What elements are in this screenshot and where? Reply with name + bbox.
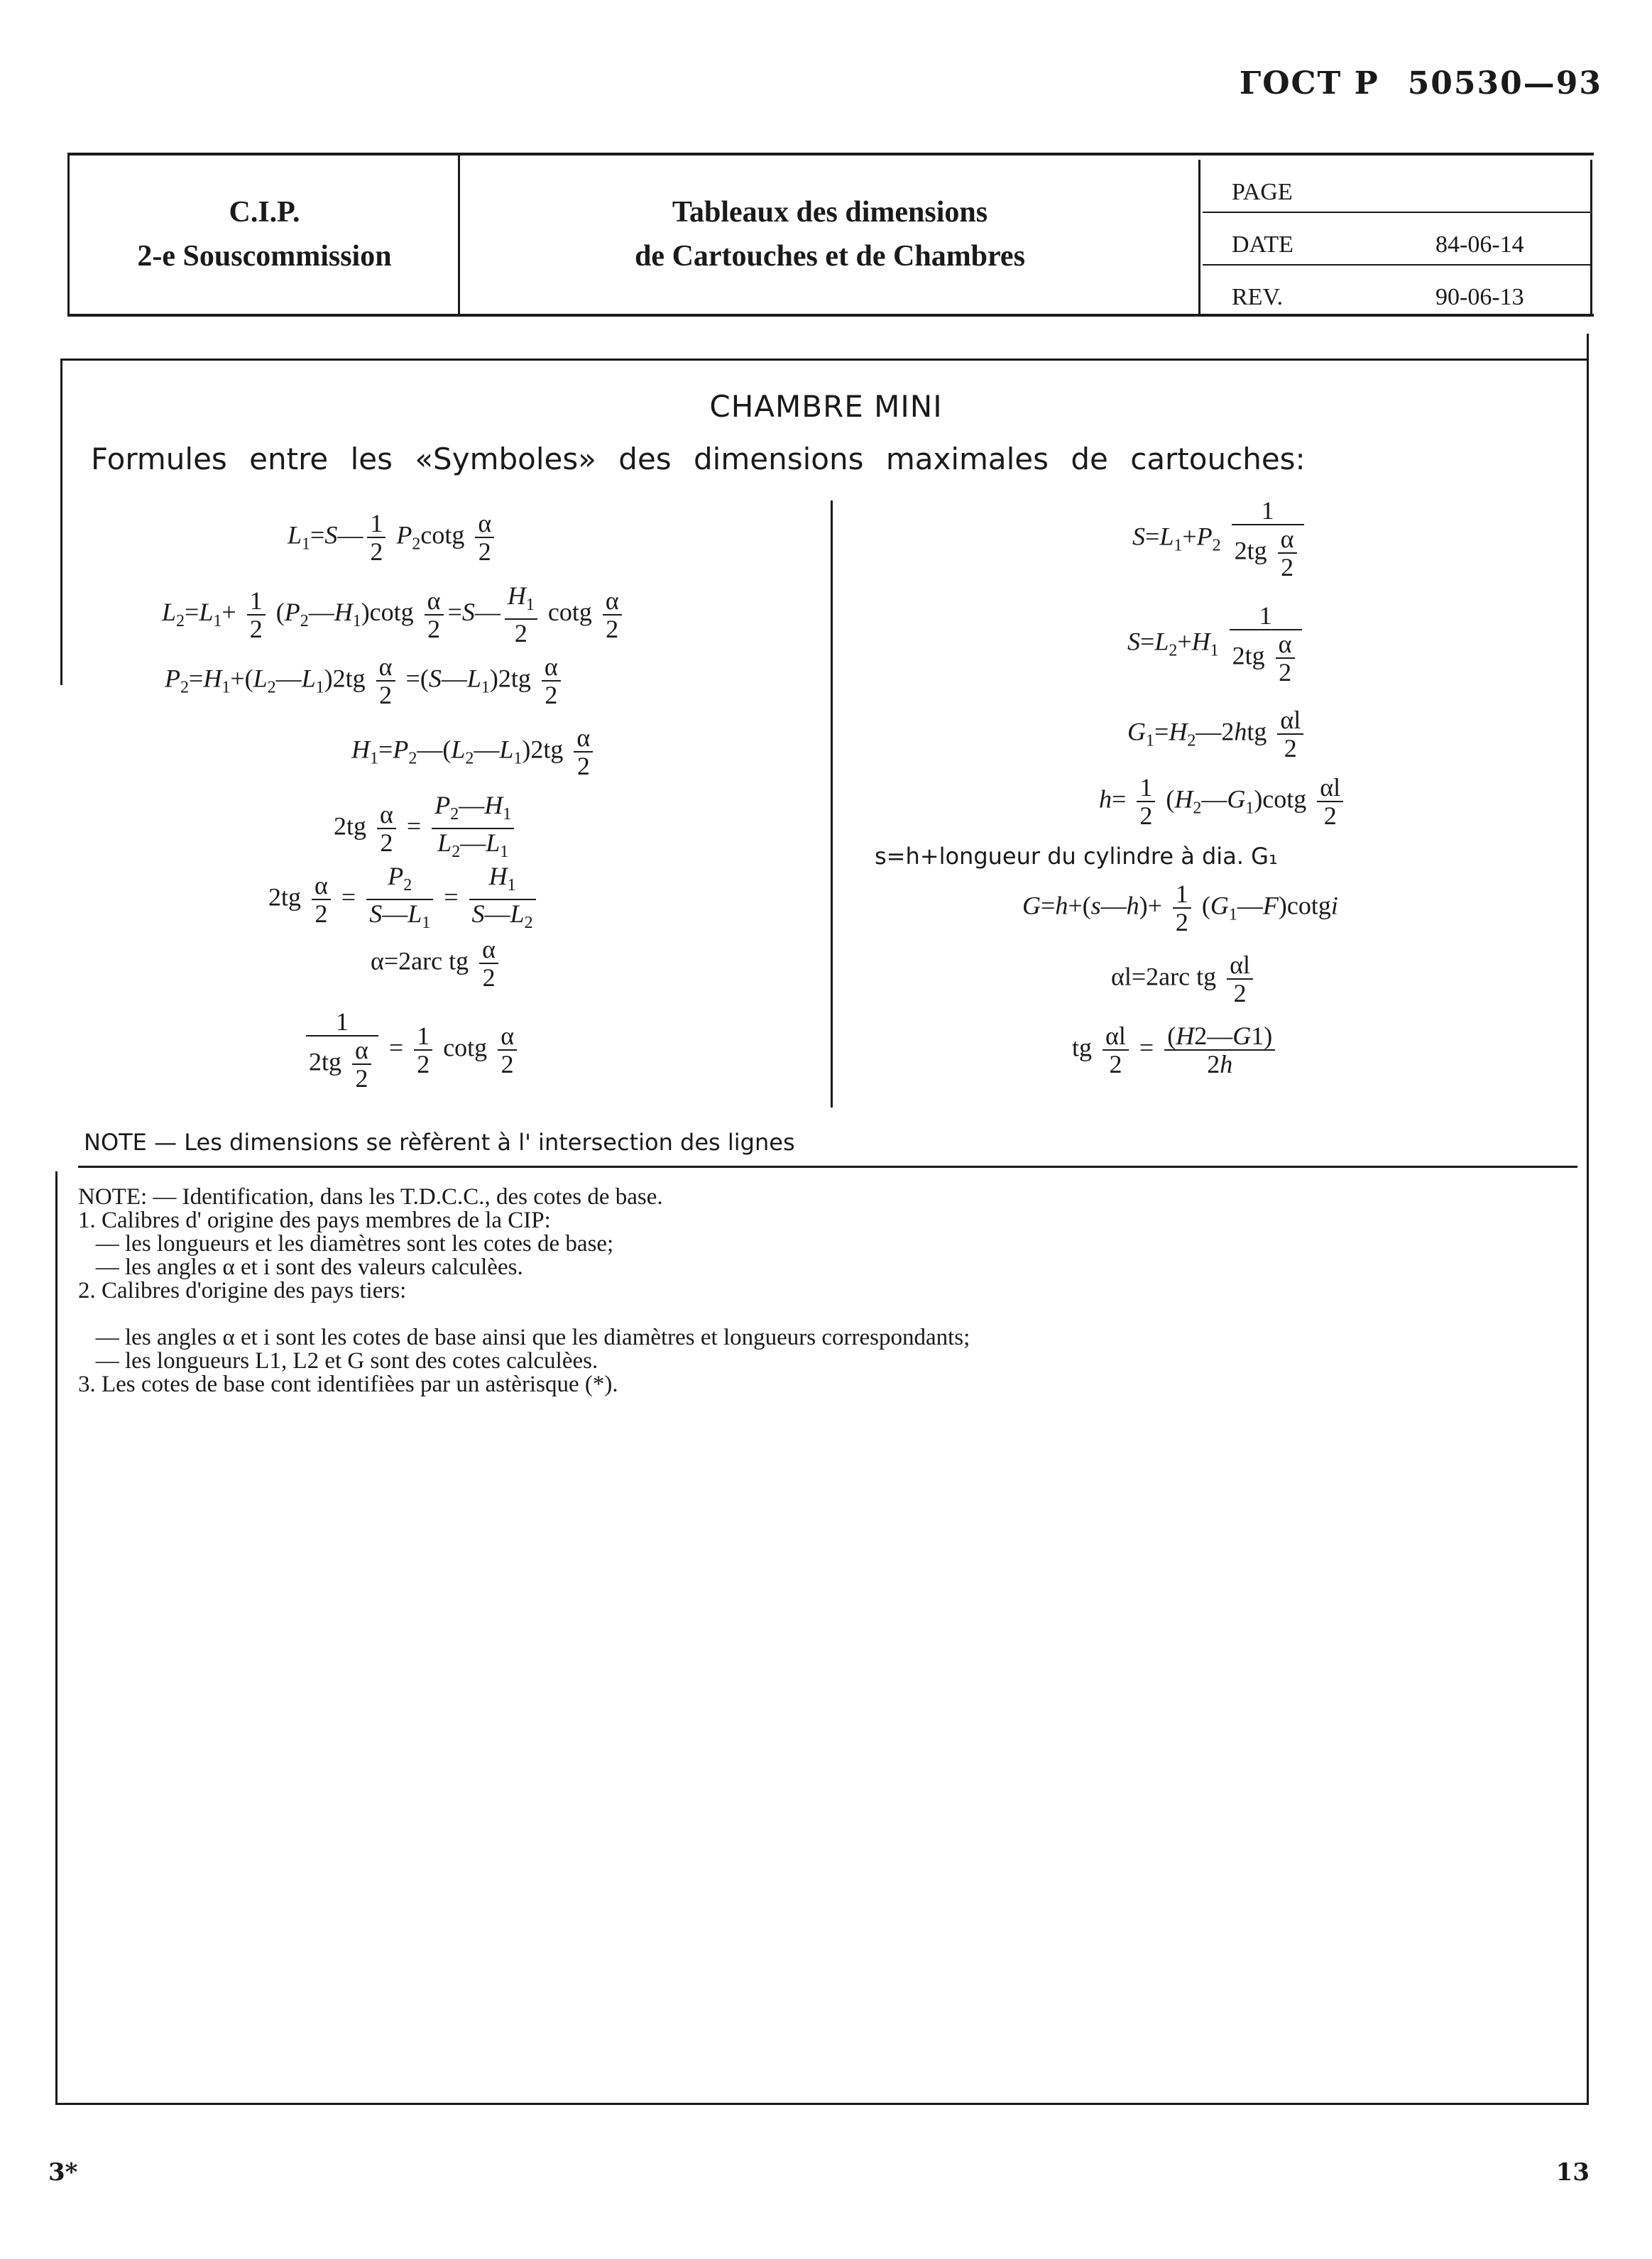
rev-label: REV. — [1232, 284, 1284, 310]
header-org — [71, 190, 458, 278]
notes-list — [78, 1186, 970, 1396]
formula-s-longueur: s=h+longueur du cylindre à dia. G₁ — [875, 843, 1278, 870]
header-document-title — [461, 190, 1198, 278]
note-line: — les longueurs L1, L2 et G sont des cotes calculèes. — [78, 1348, 598, 1374]
date-value: 84-06-14 — [1435, 231, 1524, 258]
note-line: — les angles α et i sont les cotes de base ainsi que les diamètres et longueurs correspondants; — [78, 1325, 970, 1350]
formula-l1: $L_1=S—$ $\frac{1}{2}$ $P_2\cot g$ $\frac{\alpha}{2}$ — [288, 510, 498, 565]
formula-cotg: 1 2tg $\frac{\alpha}{2}$ = $\frac{1}{2}$ cotg $\frac{\alpha}{2}$ — [302, 1008, 521, 1092]
formula-s-2: $S=L_2+H_1$ 1 2tg $\frac{\alpha}{2}$ — [1127, 602, 1306, 686]
header-table-bottom-border — [67, 314, 1594, 317]
header-table-right-border — [1590, 160, 1592, 317]
rev-value: 90-06-13 — [1435, 284, 1524, 310]
formula-s-1: $S=L_1+P_2$ 1 2tg $\frac{\alpha}{2}$ — [1132, 497, 1308, 581]
org-name: C.I.P. — [229, 196, 300, 229]
page-label: PAGE — [1232, 179, 1293, 205]
header-table-divider-2 — [1198, 160, 1200, 317]
section-title: CHAMBRE MINI — [709, 389, 943, 424]
header-cell-divider-1 — [1203, 212, 1590, 213]
note-intersection: NOTE — Les dimensions se rèfèrent à l' intersection des lignes — [84, 1129, 795, 1156]
section-subtitle: Formules entre les «Symboles» des dimensions maximales de cartouches: — [91, 442, 1306, 476]
document-title-line-1: Tableaux des dimensions — [672, 196, 988, 229]
content-frame-top — [60, 359, 1588, 361]
formula-alpha: α=2arc tg $\frac{\alpha}{2}$ — [371, 936, 503, 991]
note-line — [78, 1303, 970, 1326]
header-table-top-border — [67, 153, 1594, 155]
content-frame-right — [1587, 334, 1589, 2105]
formula-h1: $H_1=P_2—(L_2—L_1)2tg$ $\frac{\alpha}{2}$ — [351, 724, 597, 780]
date-label: DATE — [1232, 231, 1293, 258]
note-line: 1. Calibres d' origine des pays membres de la CIP: — [78, 1208, 551, 1233]
formula-2tg-2: 2tg $\frac{\alpha}{2}$ = $\frac{P_2}{S—L_1}$ = $\frac{H_1}{S—L_2}$ — [268, 863, 540, 936]
formula-g1: $G_1=H_2—2htg$ $\frac{\alpha l}{2}$ — [1127, 706, 1308, 762]
note-line: 3. Les cotes de base cont identifièes par un astèrisque (*). — [78, 1372, 618, 1397]
formula-l2: $L_2=L_1+$ $\frac{1}{2}$ $(P_2—H_1)\cot g$ $\frac{\alpha}{2}$ =S— $\frac{H_1}{2}$ cotg $\frac{\alpha}{2}$ — [162, 582, 626, 647]
header-table-left-border — [67, 153, 70, 317]
formula-h: h= $\frac{1}{2}$ $(H_2—G_1)\cot g$ $\frac{\alpha l}{2}$ — [1099, 774, 1347, 829]
note-line: NOTE: — Identification, dans les T.D.C.C., des cotes de base. — [78, 1184, 663, 1210]
standard-number: ГОСТ Р 50530—93 — [1239, 65, 1602, 102]
formula-column-separator — [831, 501, 833, 1107]
formula-p2: $P_2=H_1+(L_2—L_1)2tg$ $\frac{\alpha}{2}$ $=(S—L_1)2tg$ $\frac{\alpha}{2}$ — [165, 653, 565, 709]
note-divider — [78, 1166, 1577, 1168]
footer-sheet-mark: 3* — [48, 2158, 78, 2187]
note-line: 2. Calibres d'origine des pays tiers: — [78, 1278, 407, 1303]
content-frame-bottom — [55, 2103, 1589, 2105]
formula-tg-alpha-l: tg $\frac{\alpha l}{2}$ = $\frac{(H2—G1)}{2h}$ — [1072, 1022, 1279, 1078]
formula-2tg-1: 2tg $\frac{\alpha}{2}$ = $\frac{P_2—H_1}{L_2—L_1}$ — [334, 792, 518, 865]
formula-alpha-l: αl=2arc tg $\frac{\alpha l}{2}$ — [1111, 951, 1257, 1007]
note-line: — les longueurs et les diamètres sont les cotes de base; — [78, 1231, 614, 1257]
page-number: 13 — [1555, 2158, 1590, 2187]
document-title-line-2: de Cartouches et de Chambres — [635, 240, 1025, 273]
org-subcommission: 2-e Souscommission — [137, 240, 392, 273]
note-line: — les angles α et i sont des valeurs calculèes. — [78, 1254, 523, 1280]
formula-g: G=h+(s—h)+ $\frac{1}{2}$ $(G_1—F)cotgi$ — [1022, 880, 1338, 936]
header-table-divider-1 — [458, 153, 460, 317]
header-cell-divider-2 — [1203, 264, 1590, 266]
content-frame-left-lower — [55, 1171, 58, 2105]
